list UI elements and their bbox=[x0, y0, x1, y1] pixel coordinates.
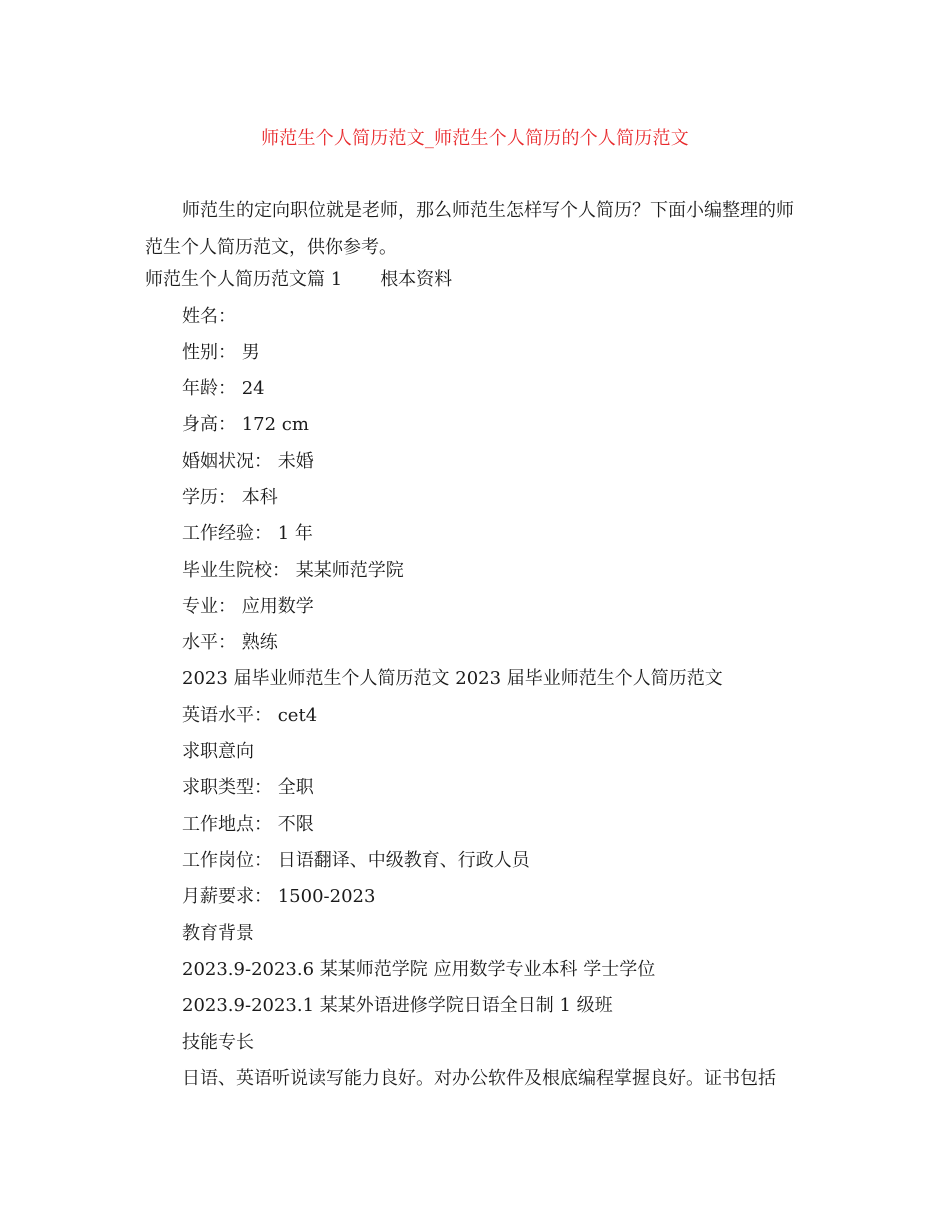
field-level: 水平： 熟练 bbox=[182, 632, 278, 653]
field-school: 毕业生院校： 某某师范学院 bbox=[182, 560, 404, 581]
field-major: 专业： 应用数学 bbox=[182, 596, 314, 617]
section-heading-right: 根本资料 bbox=[380, 269, 453, 290]
field-education: 学历： 本科 bbox=[182, 487, 278, 508]
field-height: 身高： 172 cm bbox=[182, 414, 309, 435]
heading-job-intention: 求职意向 bbox=[182, 741, 254, 762]
intro-paragraph: 师范生的定向职位就是老师，那么师范生怎样写个人简历？下面小编整理的师范生个人简历范文，供你参考。 bbox=[145, 200, 794, 258]
heading-skills: 技能专长 bbox=[182, 1032, 254, 1053]
field-age: 年龄： 24 bbox=[182, 378, 265, 399]
field-job-position: 工作岗位： 日语翻译、中级教育、行政人员 bbox=[182, 850, 530, 871]
field-gender: 性别： 男 bbox=[182, 342, 260, 363]
education-entry-2: 2023.9-2023.1 某某外语进修学院日语全日制 1 级班 bbox=[182, 995, 613, 1016]
field-work-location: 工作地点： 不限 bbox=[182, 814, 314, 835]
field-salary: 月薪要求： 1500-2023 bbox=[182, 886, 376, 907]
field-job-type: 求职类型： 全职 bbox=[182, 777, 314, 798]
related-title-line: 2023 届毕业师范生个人简历范文 2023 届毕业师范生个人简历范文 bbox=[182, 668, 723, 689]
field-marital-status: 婚姻状况： 未婚 bbox=[182, 451, 314, 472]
section-heading bbox=[145, 268, 452, 292]
field-experience: 工作经验： 1 年 bbox=[182, 523, 313, 544]
document-title: 师范生个人简历范文_师范生个人简历的个人简历范文 bbox=[261, 128, 689, 149]
field-english-level: 英语水平： cet4 bbox=[182, 705, 318, 726]
education-entry-1: 2023.9-2023.6 某某师范学院 应用数学专业本科 学士学位 bbox=[182, 959, 656, 980]
field-name: 姓名： bbox=[182, 306, 236, 327]
skills-text: 日语、英语听说读写能力良好。对办公软件及根底编程掌握良好。证书包括 bbox=[182, 1068, 776, 1089]
section-heading-left: 师范生个人简历范文篇 1 bbox=[145, 269, 343, 290]
heading-education-background: 教育背景 bbox=[182, 923, 254, 944]
